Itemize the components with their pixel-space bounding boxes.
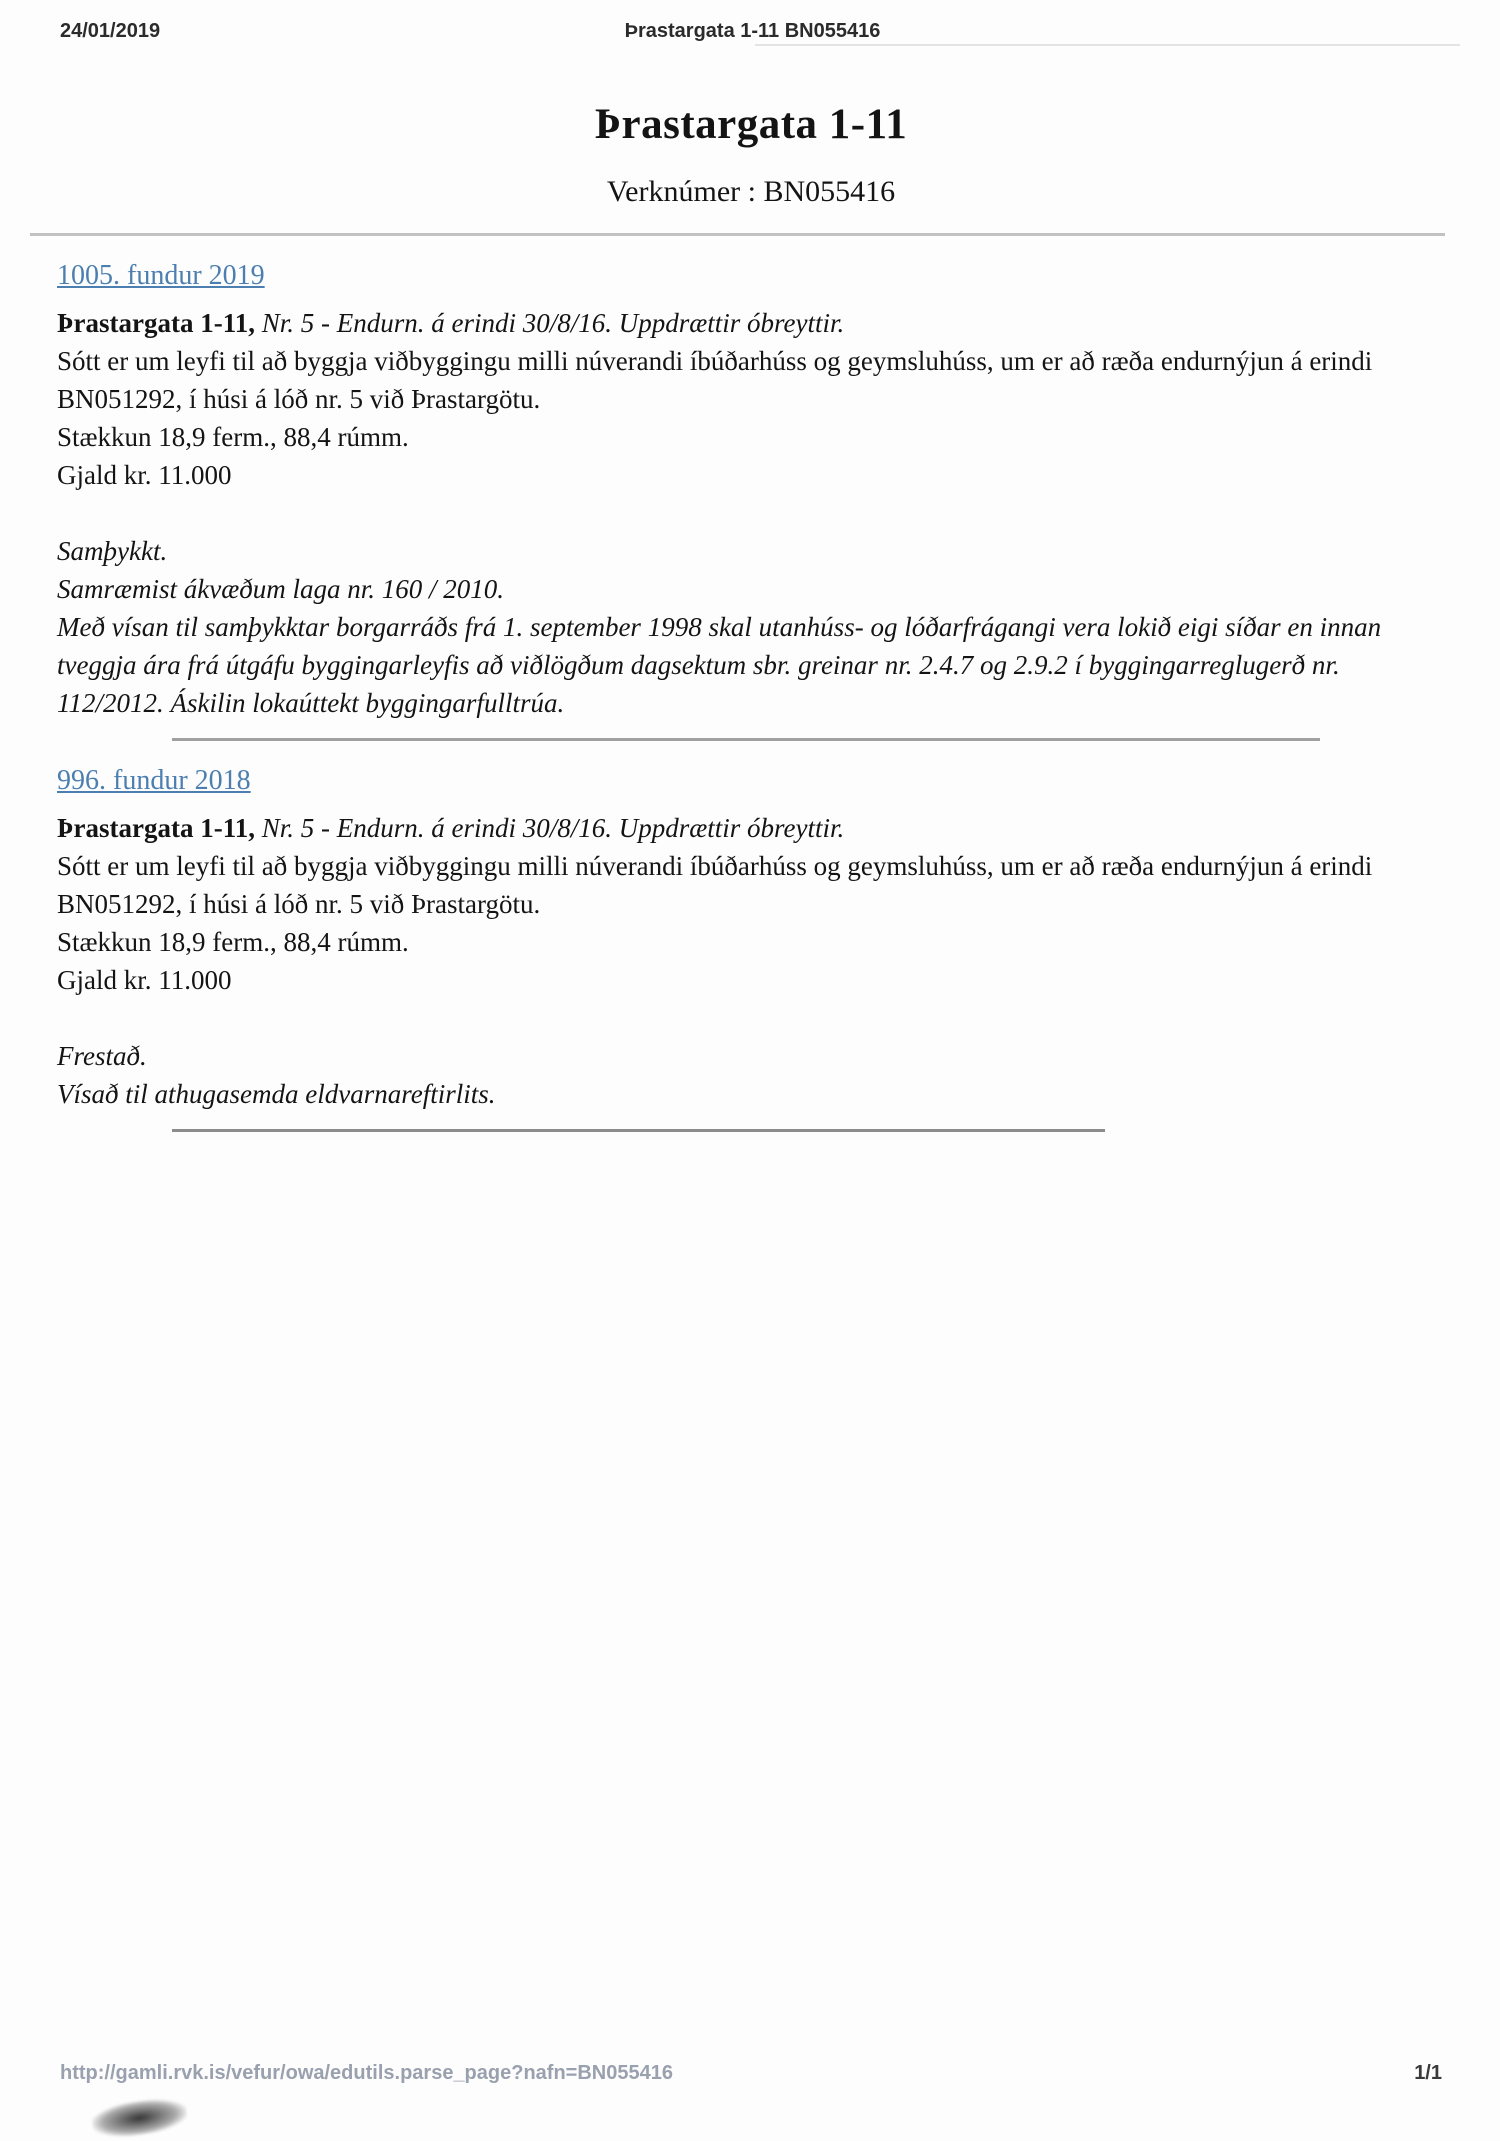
size-text: Stækkun 18,9 ferm., 88,4 rúmm. [57, 927, 409, 958]
print-footer [60, 2059, 1442, 2085]
header-scan-line [755, 44, 1460, 46]
decision-status: Samþykkt. [57, 536, 168, 567]
meeting-section-1005 [57, 236, 1445, 722]
decision-conditions: Með vísan til samþykktar borgarráðs frá 1. september 1998 skal utanhúss- og lóðarfrágangi vera lokið eigi síðar en innan tveggja ára frá útgáfu byggingarleyfis að viðlögðum dagsektum sbr. greinar nr. 2.4.7 og 2.9.2 í byggingarreglugerð nr. 112/2012. Áskilin lokaúttekt byggingarfulltrúa. [57, 612, 1382, 719]
application-text: Sótt er um leyfi til að byggja viðbyggingu milli núverandi íbúðarhúss og geymsluhúss, um er að ræða endurnýjun á erindi BN051292, í húsi á lóð nr. 5 við Þrastargötu. [57, 851, 1373, 920]
print-header-title: Þrastargata 1-11 BN055416 [624, 20, 881, 42]
meeting-section-996 [57, 741, 1445, 1113]
print-date: 24/01/2019 [60, 20, 161, 42]
decision-block [57, 532, 1445, 722]
entry-headline [57, 809, 1445, 847]
footer-page-number: 1/1 [1414, 2062, 1442, 2084]
address-label: Þrastargata 1-11, [57, 813, 255, 844]
meeting-link-1005[interactable]: 1005. fundur 2019 [57, 260, 265, 292]
scan-artifact [90, 2095, 189, 2141]
decision-referral: Vísað til athugasemda eldvarnareftirlits. [57, 1079, 496, 1110]
fee-text: Gjald kr. 11.000 [57, 965, 232, 996]
application-text: Sótt er um leyfi til að byggja viðbyggingu milli núverandi íbúðarhúss og geymsluhúss, um er að ræða endurnýjun á erindi BN051292, í húsi á lóð nr. 5 við Þrastargötu. [57, 346, 1373, 415]
fee-text: Gjald kr. 11.000 [57, 460, 232, 491]
decision-block [57, 1037, 1445, 1113]
case-reference: Nr. 5 - Endurn. á erindi 30/8/16. Uppdrættir óbreyttir. [261, 308, 845, 339]
case-reference: Nr. 5 - Endurn. á erindi 30/8/16. Uppdrættir óbreyttir. [261, 813, 845, 844]
meeting-link-996[interactable]: 996. fundur 2018 [57, 765, 251, 797]
page-title: Þrastargata 1-11 [594, 101, 908, 148]
divider-bottom [172, 1129, 1105, 1132]
address-label: Þrastargata 1-11, [57, 308, 255, 339]
size-text: Stækkun 18,9 ferm., 88,4 rúmm. [57, 422, 409, 453]
decision-status: Frestað. [57, 1041, 147, 1072]
project-number: Verknúmer : BN055416 [606, 175, 896, 209]
decision-law-reference: Samræmist ákvæðum laga nr. 160 / 2010. [57, 574, 505, 605]
footer-url: http://gamli.rvk.is/vefur/owa/edutils.parse_page?nafn=BN055416 [60, 2062, 673, 2084]
entry-headline [57, 304, 1445, 342]
